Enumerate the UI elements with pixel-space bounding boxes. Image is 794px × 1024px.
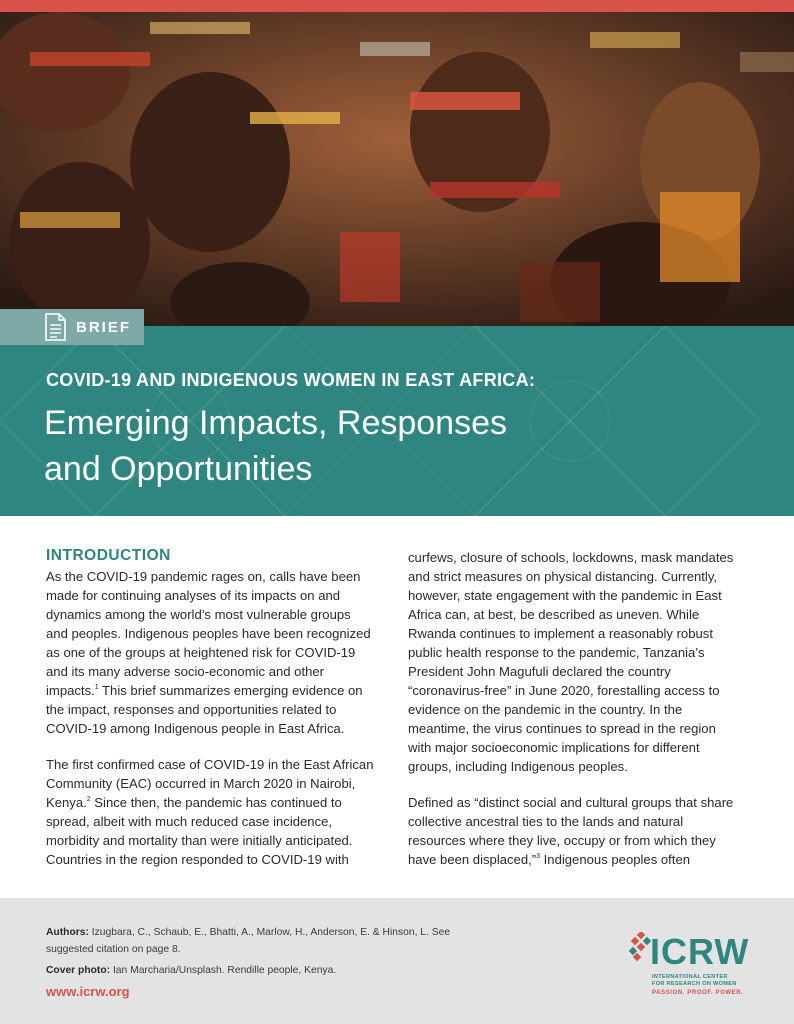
icrw-logo <box>628 926 758 1006</box>
document-icon <box>44 313 66 341</box>
section-heading-introduction: INTRODUCTION <box>46 547 171 564</box>
paragraph-text: The first confirmed case of COVID-19 in the East African Community (EAC) occurred in March 2020 in Nairobi, Kenya. <box>46 757 374 810</box>
cover-photo <box>0 12 794 326</box>
website-link[interactable]: www.icrw.org <box>46 984 130 999</box>
logo-tagline: PASSION. PROOF. POWER. <box>652 990 744 996</box>
top-accent-strip <box>0 0 794 12</box>
paragraph-text: As the COVID-19 pandemic rages on, calls have been made for continuing analyses of its impacts on and dynamics among the world’s most vulnerable groups and peoples. Indigenous peoples have been recognized as one of the groups at heightened risk for COVID-19 and its many adverse socio-economic and other impacts. <box>46 569 371 698</box>
authors-label: Authors: <box>46 927 89 938</box>
logo-wordmark: ICRW <box>650 931 750 972</box>
paragraph: curfews, closure of schools, lockdowns, mask mandates and strict measures on physical distancing. Currently, however, state engagement with the pandemic in East Africa can, at best, be described as uneven. While Rwanda continues to implement a reasonably robust public health response to the pandemic, Tanzania’s President John Magufuli declared the country “coronavirus-free” in June 2020, forestalling access to evidence on the pandemic in the country. In the meantime, the virus continues to spread in the region with major socioeconomic implications for different groups, including Indigenous peoples. <box>408 550 734 774</box>
footnote-ref: 2 <box>86 796 91 803</box>
paragraph-text: Since then, the pandemic has continued to spread, albeit with much reduced case incidence, morbidity and mortality than were initially anticipated. Countries in the region responded to COVID-19 with <box>46 795 353 867</box>
footnote-ref: 3 <box>536 853 541 860</box>
logo-subtitle-line-1: INTERNATIONAL CENTER <box>652 974 728 980</box>
footnote-ref: 1 <box>94 684 99 691</box>
paragraph-text: This brief summarizes emerging evidence on the impact, responses and opportunities related to COVID-19 among Indigenous people in East Africa. <box>46 683 363 736</box>
authors-text: Izugbara, C., Schaub, E., Bhatti, A., Marlow, H., Anderson, E. & Hinson, L. See suggested citation on page 8. <box>46 927 451 955</box>
footer <box>0 898 794 1024</box>
paragraph <box>46 755 376 869</box>
logo-subtitle <box>652 974 737 987</box>
authors-line <box>46 924 466 958</box>
paragraph <box>46 567 376 738</box>
brief-kicker: COVID-19 AND INDIGENOUS WOMEN IN EAST AFRICA: <box>46 370 536 390</box>
credits <box>46 924 466 983</box>
cover-photo-credit <box>46 962 466 979</box>
title-line-2: and Opportunities <box>44 450 313 488</box>
paragraph <box>408 793 738 869</box>
paragraph-text: Indigenous peoples often <box>540 852 691 867</box>
title-banner <box>0 326 794 516</box>
cover-text: Ian Marcharia/Unsplash. Rendille people, Kenya. <box>110 965 337 976</box>
title-line-1: Emerging Impacts, Responses <box>44 404 507 442</box>
paragraph-text: Defined as “distinct social and cultural groups that share collective ancestral ties to the lands and natural resources where they live, occupy or from which they have been displaced,” <box>408 795 734 867</box>
brief-tab <box>0 309 144 345</box>
logo-subtitle-line-2: FOR RESEARCH ON WOMEN <box>652 980 737 987</box>
cover-label: Cover photo: <box>46 965 111 976</box>
right-column <box>408 548 738 886</box>
left-column <box>46 546 376 886</box>
page-title <box>44 400 764 492</box>
brief-label: BRIEF <box>76 318 131 336</box>
